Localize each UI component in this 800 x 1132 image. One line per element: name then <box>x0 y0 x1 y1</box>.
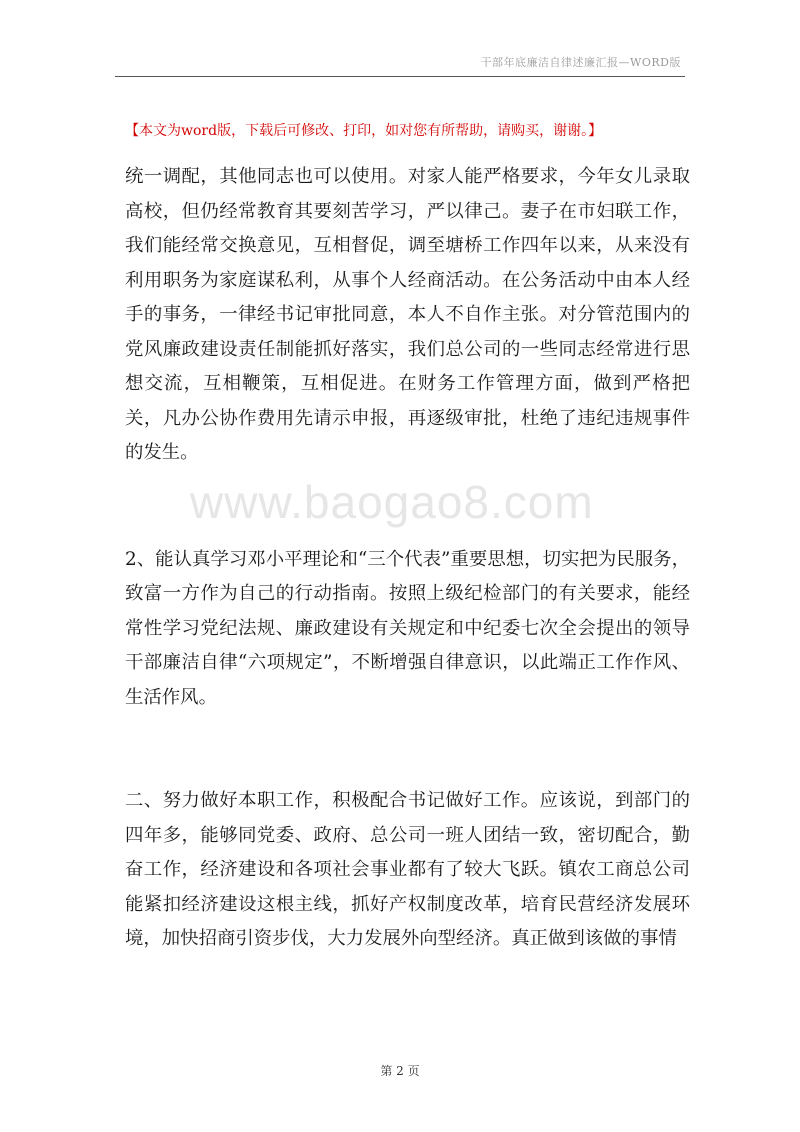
paragraph-3: 二、努力做好本职工作，积极配合书记做好工作。应该说，到部门的四年多，能够同党委、政府、总公司一班人团结一致，密切配合，勤奋工作，经济建设和各项社会事业都有了较大飞跃。镇农工商总公司能紧扣经济建设这根主线，抓好产权制度改革，培育民营经济发展环境，加快招商引资步伐，大力发展外向型经济。真正做到该做的事情 <box>125 790 690 949</box>
paragraph-1: 统一调配，其他同志也可以使用。对家人能严格要求，今年女儿录取高校，但仍经常教育其要刻苦学习，严以律己。妻子在市妇联工作，我们能经常交换意见，互相督促，调至塘桥工作四年以来，从来没有利用职务为家庭谋私利，从事个人经商活动。在公务活动中由本人经手的事务，一律经书记审批同意，本人不自作主张。对分管范围内的党风廉政建设责任制能抓好落实，我们总公司的一些同志经常进行思想交流，互相鞭策，互相促进。在财务工作管理方面，做到严格把关，凡办公协作费用先请示申报，再逐级审批，杜绝了违纪违规事件的发生。 <box>125 166 690 463</box>
paragraph-2: 2、能认真学习邓小平理论和“三个代表”重要思想，切实把为民服务，致富一方作为自己的行动指南。按照上级纪检部门的有关要求，能经常性学习党纪法规、廉政建设有关规定和中纪委七次全会提出的领导干部廉洁自律“六项规定”，不断增强自律意识，以此端正工作作风、生活作风。 <box>125 548 690 708</box>
paragraph-gap <box>125 715 690 784</box>
watermark-text: www.baogao8.com <box>190 475 594 528</box>
document-body <box>125 160 690 957</box>
download-notice: 【本文为word版，下载后可修改、打印，如对您有所帮助，请购买，谢谢。】 <box>125 123 603 139</box>
document-title: 干部年底廉洁自律述廉汇报—WORD版 <box>480 56 681 69</box>
page-number: 第 2 页 <box>380 1064 420 1078</box>
watermark-area <box>125 471 690 543</box>
page-header <box>115 50 685 77</box>
